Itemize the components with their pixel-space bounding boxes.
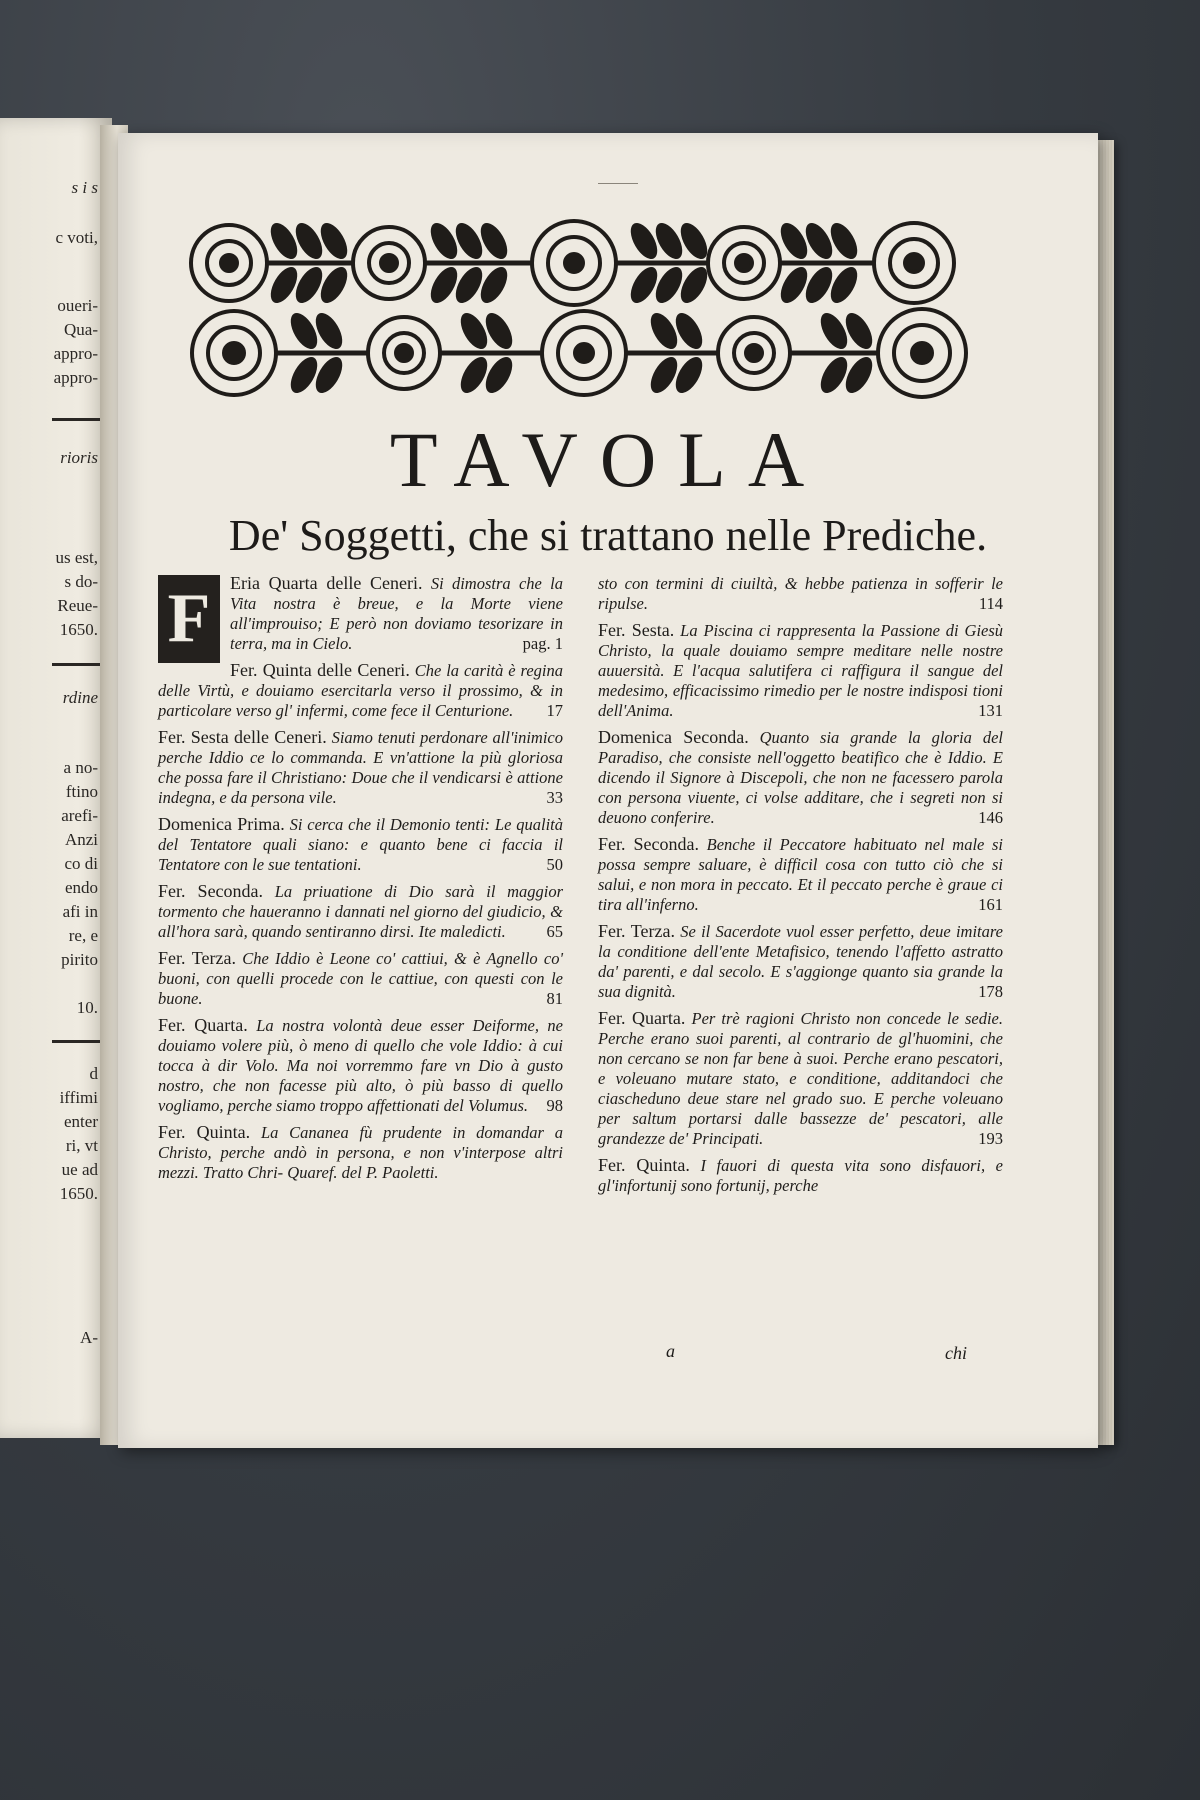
- entry-description: Benche il Peccatore habituato nel male si possa sempre saluare, è difficil cosa con tutto ciò che si salui, e non mora in peccato. Et il peccato perche è graue ci tira all'inferno.: [598, 835, 1003, 914]
- left-page-line: ue ad: [61, 1160, 98, 1179]
- page-subtitle: De' Soggetti, che si trattano nelle Prediche.: [228, 511, 988, 560]
- left-page-line: ftino: [65, 782, 98, 801]
- left-page-fragment: [0, 118, 112, 1438]
- left-page-line: appro-: [53, 344, 98, 363]
- catchword: chi: [945, 1343, 967, 1363]
- entry-label: Fer. Seconda.: [158, 881, 264, 901]
- entry-description: Che la carità è regina delle Virtù, e douiamo esercitarla verso il prossimo, & in particolare verso gl' infermi, come fece il Centurione.: [158, 661, 563, 720]
- left-page-line: Qua-: [64, 320, 98, 339]
- entry-label: Fer. Quarta.: [158, 1015, 248, 1035]
- left-page-line: c voti,: [55, 228, 98, 247]
- entry-description: La Cananea fù prudente in domandar a Christo, perche andò in persona, e non v'interpose altri mezzi. Tratto Chri- Quaref. del P. Paoletti.: [158, 1123, 564, 1182]
- entry-description: Se il Sacerdote vuol esser perfetto, deue imitare la conditione dell'ente Metafisico, tenendo l'affetto astratto da' parenti, e dal secolo. E s'aggionge quanto sia grande la sua dignità.: [598, 922, 1003, 1001]
- index-entry: [158, 660, 563, 721]
- entry-description: Si dimostra che la Vita nostra è breue, e la Morte viene all'improuiso; E però non doviamo tesorizare in terra, ma in Cielo.: [230, 574, 563, 653]
- entry-page-number: 17: [546, 701, 563, 720]
- left-page-line: s do-: [64, 572, 98, 591]
- index-entry: [158, 881, 563, 942]
- index-entry: [598, 620, 1003, 721]
- left-page-line: d: [89, 1064, 98, 1083]
- left-page-line: 10.: [76, 998, 98, 1017]
- entry-description: Si cerca che il Demonio tenti: Le qualità del Tentatore quali siano: e quanto bene ci faccia il Tentatore con le sue tentationi.: [158, 815, 564, 874]
- left-page-line: afi in: [62, 902, 98, 921]
- entry-page-number: pag. 1: [522, 634, 563, 653]
- left-page-line: a no-: [63, 758, 98, 777]
- entry-description: La nostra volontà deue esser Deiforme, ne douiamo volere più, ò meno di quello che vole Iddio: à cui tocca à dir Volo. Ma noi vorremmo fare vn Dio à gusto nostro, che non facesse più alto, ò più basso di quello vogliamo, perche siamo troppo affettionati del Volumus.: [158, 1016, 564, 1115]
- entry-page-number: 161: [978, 895, 1003, 914]
- left-page-line: 1650.: [59, 620, 98, 639]
- entry-description: I fauori di questa vita sono disfauori, e gl'infortunij sono fortunij, perche: [598, 1156, 1003, 1195]
- entry-description: Che Iddio è Leone co' cattiui, & è Agnello co' buoni, con quelli procede con le cattiue, con questi con le buone.: [158, 949, 563, 1008]
- entry-label: Fer. Terza.: [158, 948, 236, 968]
- left-page-line: co di: [64, 854, 98, 873]
- entry-page-number: 81: [546, 989, 563, 1008]
- entry-description: Siamo tenuti perdonare all'inimico perche Iddio ce lo commanda. E vn'attione la più gloriosa che possa fare il Christiano: Doue che il vendicarsi è attione indegna, e da persona vile.: [158, 728, 563, 807]
- left-page-line: pirito: [61, 950, 98, 969]
- entry-page-number: 146: [978, 808, 1003, 827]
- dropcap-initial: F: [158, 575, 220, 663]
- left-page-line: s i s: [71, 178, 98, 197]
- entry-page-number: 65: [546, 922, 563, 941]
- index-entry: [158, 1015, 563, 1116]
- entry-label: Fer. Quarta.: [598, 1008, 686, 1028]
- index-entry: [158, 573, 563, 657]
- entry-label: Fer. Quinta delle Ceneri.: [230, 660, 410, 680]
- entry-page-number: 114: [978, 594, 1003, 613]
- page-edge: [1098, 140, 1114, 1445]
- entry-label: Fer. Terza.: [598, 921, 675, 941]
- index-entry: [158, 1122, 563, 1183]
- left-page-line: 1650.: [59, 1184, 98, 1203]
- index-entry: [598, 921, 1003, 1002]
- entry-label: Fer. Seconda.: [598, 834, 699, 854]
- index-entry: [598, 573, 1003, 614]
- entry-description: La Piscina ci rappresenta la Passione di Giesù Christo, la quale douiamo sempre meditare nelle nostre auuersità. E l'acqua salutifera ci raffigura il sangue del medesimo, efficacissimo rimedio per le nostre indisposi tioni dell'Anima.: [598, 621, 1004, 720]
- woodcut-headpiece: [174, 213, 979, 413]
- book-page: [118, 133, 1098, 1448]
- entry-label: Eria Quarta delle Ceneri.: [230, 573, 423, 593]
- index-entry: [598, 727, 1003, 828]
- left-page-line: arefi-: [61, 806, 98, 825]
- left-page-line: us est,: [55, 548, 98, 567]
- index-column-left: [158, 573, 563, 1189]
- page-mark: [598, 183, 638, 184]
- index-entry: [598, 1155, 1003, 1196]
- index-entry: [598, 834, 1003, 915]
- left-page-line: rioris: [60, 448, 98, 467]
- page-title: TAVOLA: [389, 416, 827, 503]
- index-entry: [158, 727, 563, 808]
- left-page-line: rdine: [62, 688, 98, 707]
- left-page-line: Reue-: [57, 596, 98, 615]
- index-column-right: [598, 573, 1003, 1202]
- entry-label: Fer. Quinta.: [158, 1122, 251, 1142]
- left-page-line: endo: [64, 878, 98, 897]
- entry-label: Fer. Sesta.: [598, 620, 675, 640]
- entry-page-number: 33: [546, 788, 563, 807]
- index-entry: [598, 1008, 1003, 1149]
- entry-description: sto con termini di ciuiltà, & hebbe patienza in sofferir le ripulse.: [598, 574, 1003, 613]
- entry-description: La priuatione di Dio sarà il maggior tormento che haueranno i dannati nel giorno del giudicio, & all'hora sarà, quando sentiranno dirsi. Ite maledicti.: [158, 882, 564, 941]
- entry-page-number: 178: [978, 982, 1003, 1001]
- index-entry: [158, 948, 563, 1009]
- entry-description: Per trè ragioni Christo non concede le sedie. Perche erano suoi parenti, al contrario de gl'huomini, che non cercano se non far bene à suoi. Perche erano pescatori, e voleuano mutare stato, e conditione, additandoci che ciascheduno deue stare nel grado suo. E perche voleuano per saltum portarsi dalle bassezze de' pescatori, alle grandezze de' Principati.: [598, 1009, 1003, 1148]
- left-page-line: A-: [80, 1328, 98, 1347]
- entry-label: Domenica Seconda.: [598, 727, 749, 747]
- signature-mark: a: [666, 1341, 675, 1361]
- left-page-line: appro-: [53, 368, 98, 387]
- entry-page-number: 131: [978, 701, 1003, 720]
- left-page-line: iffimi: [59, 1088, 98, 1107]
- index-entry: [158, 814, 563, 875]
- left-page-line: ri, vt: [65, 1136, 98, 1155]
- entry-label: Fer. Quinta.: [598, 1155, 690, 1175]
- entry-page-number: 193: [978, 1129, 1003, 1148]
- entry-description: Quanto sia grande la gloria del Paradiso, che consiste nell'oggetto beatifico che è Iddio. E dicendo il Signore à Discepoli, che non ne facessero parola con persona viuente, ci volse additare, che i segreti non si deuono conferire.: [598, 728, 1003, 827]
- left-page-line: oueri-: [57, 296, 98, 315]
- left-page-line: re, e: [68, 926, 98, 945]
- left-page-line: Anzi: [64, 830, 98, 849]
- entry-page-number: 98: [546, 1096, 563, 1115]
- entry-label: Domenica Prima.: [158, 814, 285, 834]
- entry-page-number: 50: [546, 855, 563, 874]
- left-page-line: enter: [64, 1112, 98, 1131]
- entry-label: Fer. Sesta delle Ceneri.: [158, 727, 327, 747]
